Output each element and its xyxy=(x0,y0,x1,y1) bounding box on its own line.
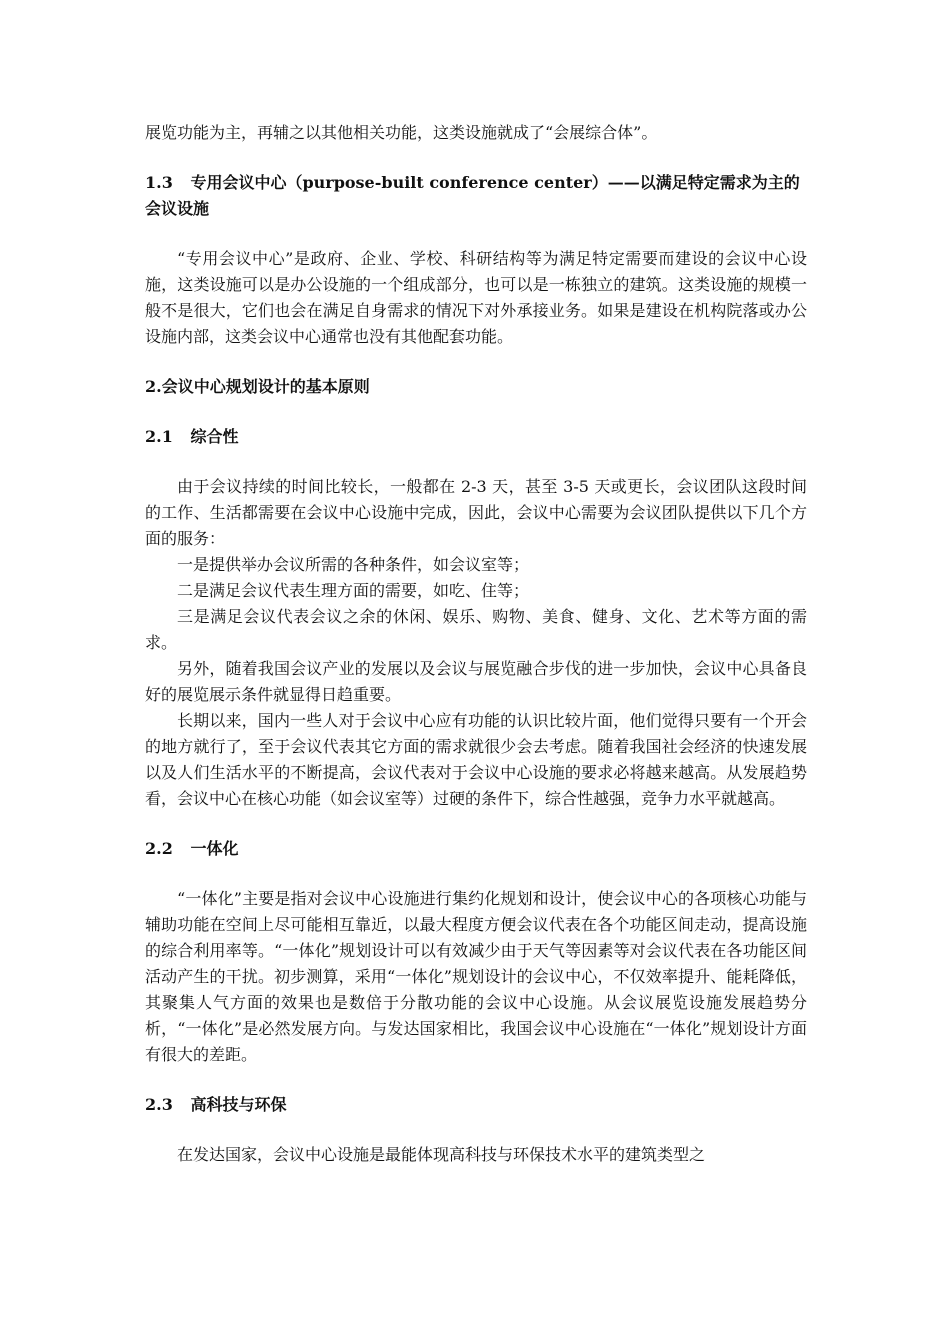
section-title: 高科技与环保 xyxy=(190,1095,287,1114)
section-2-1-body xyxy=(145,474,807,812)
section-number: 1.3 xyxy=(145,173,173,192)
section-2-3-paragraph: 在发达国家，会议中心设施是最能体现高科技与环保技术水平的建筑类型之 xyxy=(177,1145,706,1164)
section-2-2-paragraph: “一体化”主要是指对会议中心设施进行集约化规划和设计，使会议中心的各项核心功能与辅助功能在空间上尽可能相互靠近，以最大程度方便会议代表在各个功能区间走动，提高设施的综合利用率等。“一体化”规划设计可以有效减少由于天气等因素等对会议代表在各功能区间活动产生的干扰。初步测算，采用“一体化”规划设计的会议中心，不仅效率提升、能耗降低，其聚集人气方面的效果也是数倍于分散功能的会议中心设施。从会议展览设施发展趋势分析，“一体化”是必然发展方向。与发达国家相比，我国会议中心设施在“一体化”规划设计方面有很大的差距。 xyxy=(145,889,807,1064)
section-2-1-heading xyxy=(145,424,807,450)
list-item: 三是满足会议代表会议之余的休闲、娱乐、购物、美食、健身、文化、艺术等方面的需求。 xyxy=(145,607,807,652)
section-2-heading: 2.会议中心规划设计的基本原则 xyxy=(145,377,370,396)
section-1-3-paragraph: “专用会议中心”是政府、企业、学校、科研结构等为满足特定需要而建设的会议中心设施，这类设施可以是办公设施的一个组成部分，也可以是一栋独立的建筑。这类设施的规模一般不是很大，它们也会在满足自身需求的情况下对外承接业务。如果是建设在机构院落或办公设施内部，这类会议中心通常也没有其他配套功能。 xyxy=(145,249,807,346)
section-number: 2.2 xyxy=(145,839,173,858)
section-title: 综合性 xyxy=(190,427,239,446)
list-item: 二是满足会议代表生理方面的需要，如吃、住等； xyxy=(177,581,530,600)
section-title: 一体化 xyxy=(190,839,239,858)
intro-paragraph: 展览功能为主，再辅之以其他相关功能，这类设施就成了“会展综合体”。 xyxy=(145,123,658,142)
section-number: 2.3 xyxy=(145,1095,173,1114)
section-2-2-heading xyxy=(145,836,807,862)
paragraph: 长期以来，国内一些人对于会议中心应有功能的认识比较片面，他们觉得只要有一个开会的地方就行了，至于会议代表其它方面的需求就很少会去考虑。随着我国社会经济的快速发展以及人们生活水平的不断提高，会议代表对于会议中心设施的要求必将越来越高。从发展趋势看，会议中心在核心功能（如会议室等）过硬的条件下，综合性越强，竞争力水平就越高。 xyxy=(145,711,807,808)
section-title: 专用会议中心（purpose-built conference center）——以满足特定需求为主的会议设施 xyxy=(145,173,800,218)
section-1-3-heading xyxy=(145,170,807,222)
paragraph: 另外，随着我国会议产业的发展以及会议与展览融合步伐的进一步加快，会议中心具备良好的展览展示条件就显得日趋重要。 xyxy=(145,659,807,704)
section-number: 2.1 xyxy=(145,427,173,446)
list-item: 一是提供举办会议所需的各种条件，如会议室等； xyxy=(177,555,530,574)
section-2-3-heading xyxy=(145,1092,807,1118)
paragraph: 由于会议持续的时间比较长，一般都在 2-3 天，甚至 3-5 天或更长，会议团队这段时间的工作、生活都需要在会议中心设施中完成，因此，会议中心需要为会议团队提供以下几个方面的服务： xyxy=(145,477,807,548)
document-page xyxy=(145,120,807,1168)
